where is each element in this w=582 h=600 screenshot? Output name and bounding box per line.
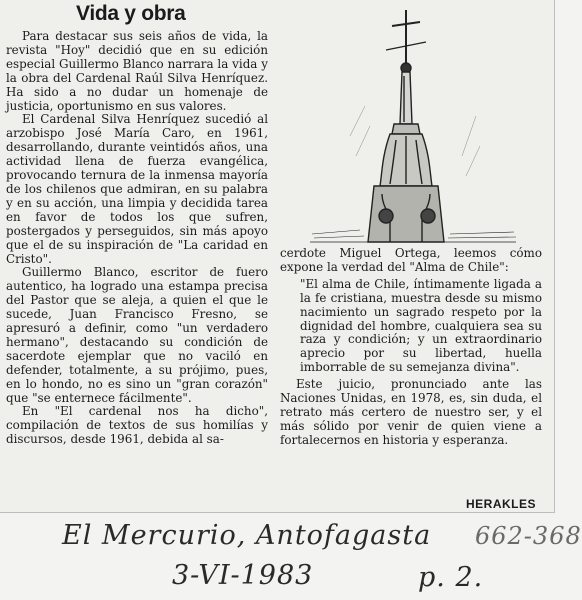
article-quote: "El alma de Chile, íntimamente ligada a la fe cristiana, muestra desde su mismo nacimiento un sagrado respeto por la dignidad del hombre, cualquiera sea su raza y condición; y un extraordinario aprecio por su libertad, huella imborrable de su semejanza divina".	[300, 276, 542, 375]
church-spire-illustration	[290, 6, 538, 246]
article-title: Vida y obra	[76, 2, 186, 25]
handwritten-reference: 662-368	[475, 522, 582, 550]
article-paragraph: Guillermo Blanco, escritor de fuero autentico, ha logrado una estampa precisa del Pastor que se aleja, a quien el que le sucede, Juan Francisco Fresno, se apresuró a definir, como "un verdadero hermano", destacando su condición de sacerdote ejemplar que no vaciló en defender, totalmente, a su prójimo, pues, en lo hondo, no es sino un "gran corazón" que "se enternece fácilmente".	[6, 265, 268, 405]
handwritten-page: p. 2.	[418, 562, 484, 593]
article-paragraph: Para destacar sus seis años de vida, la revista "Hoy" decidió que en su edición especial Guillermo Blanco narrara la vida y la obra del Cardenal Raúl Silva Henríquez. Ha sido a no dudar un homenaje de justicia, oportunismo en sus valores.	[6, 29, 268, 113]
article-paragraph: cerdote Miguel Ortega, leemos cómo expone la verdad del "Alma de Chile":	[280, 246, 542, 274]
article-column-left	[6, 30, 268, 512]
article-paragraph: En "El cardenal nos ha dicho", compilación de textos de sus homilías y discursos, desde 1961, debida al sa-	[6, 404, 268, 447]
author-signature: HERAKLES	[465, 497, 536, 511]
handwritten-date: 3-VI-1983	[172, 560, 314, 591]
handwritten-source: El Mercurio, Antofagasta	[62, 520, 432, 551]
article-column-right	[280, 247, 542, 507]
article-paragraph: El Cardenal Silva Henríquez sucedió al arzobispo José María Caro, en 1961, desarrollando, durante veintidós años, una actividad llena de fuerza evangélica, provocando ternura de la inmensa mayoría de los chilenos que admiran, en su palabra y en su acción, una limpia y decidida tarea en favor de todos los que sufren, postergados y perseguidos, sin más apoyo que el de su inspiración de "La caridad en Cristo".	[6, 112, 268, 266]
article-paragraph: Este juicio, pronunciado ante las Naciones Unidas, en 1978, es, sin duda, el retrato más certero de nuestro ser, y el más sólido por venir de quien viene a fortalecernos en historia y esperanza.	[280, 377, 542, 447]
